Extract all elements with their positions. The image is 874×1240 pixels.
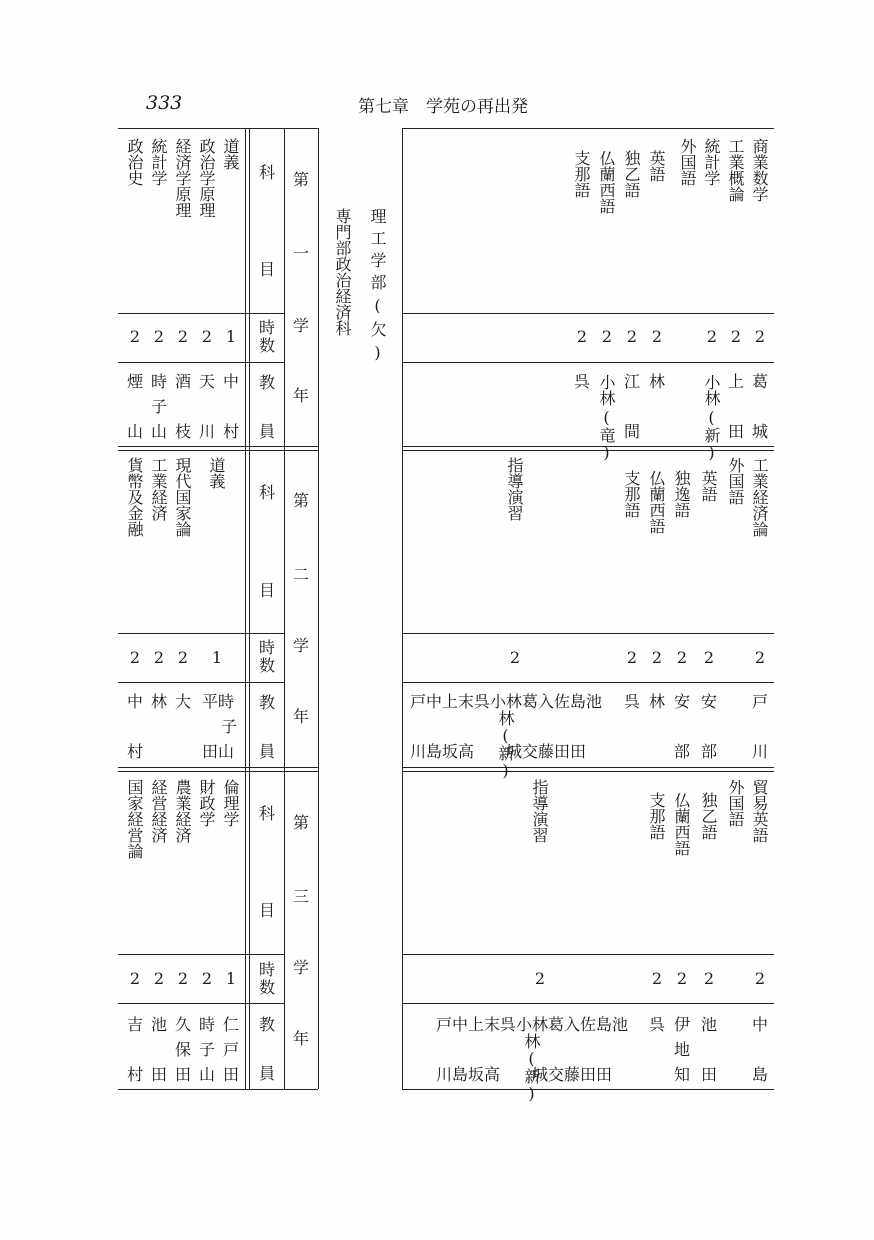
- subject-cell: 現代国家論: [173, 457, 192, 537]
- subject-cell: 農業経済: [173, 779, 192, 843]
- teacher-cell: 田: [174, 1065, 191, 1084]
- label-hours: 数: [258, 656, 275, 675]
- year1-label: 学: [292, 316, 309, 335]
- teacher-cell: 戸: [751, 692, 768, 711]
- teacher-cell: 川: [751, 742, 768, 761]
- label-subject: 目: [258, 901, 275, 920]
- column-divider: [284, 128, 285, 1089]
- subject-cell: 政治史: [125, 138, 144, 186]
- label-teacher: 教: [258, 1015, 275, 1034]
- senmon-dept-title: 専門部政治経済科: [333, 208, 352, 336]
- hours-cell: 2: [201, 327, 213, 346]
- teacher-cell: 仁: [222, 1015, 239, 1034]
- hours-cell: 2: [730, 327, 742, 346]
- page-number: 333: [146, 92, 183, 114]
- hours-cell: 2: [676, 648, 688, 667]
- teacher-cell: 酒: [174, 372, 191, 391]
- teacher-group-cell: 川島坂高 城交藤田田: [410, 742, 587, 761]
- hours-cell: 2: [754, 327, 766, 346]
- right-table-bottom-rule: [402, 1089, 774, 1090]
- subject-cell: 指導演習: [530, 779, 549, 843]
- table-edge: [318, 128, 319, 1089]
- hours-cell: 2: [153, 648, 165, 667]
- teacher-cell: 田: [150, 1065, 167, 1084]
- hours-cell: 2: [177, 648, 189, 667]
- subject-cell: 経営経済: [149, 779, 168, 843]
- teacher-cell: 川: [198, 422, 215, 441]
- year3-label: 第: [292, 813, 309, 832]
- subject-cell: 独乙語: [699, 792, 718, 840]
- teacher-cell: 中: [126, 692, 143, 711]
- subject-cell: 政治学原理: [197, 138, 216, 218]
- table-edge: [402, 128, 403, 1089]
- label-teacher: 教: [258, 373, 275, 392]
- teacher-cell: 田: [222, 1065, 239, 1084]
- rule: [402, 1003, 774, 1004]
- teacher-cell: 保: [174, 1040, 191, 1059]
- hours-cell: 2: [177, 969, 189, 988]
- subject-cell: 工業概論: [726, 138, 745, 202]
- year3-label: 年: [292, 1029, 309, 1048]
- rule: [118, 954, 284, 955]
- year-divider: [402, 767, 774, 772]
- teacher-cell: 部: [673, 742, 690, 761]
- label-teacher: 教: [258, 693, 275, 712]
- subject-cell: 指導演習: [505, 457, 524, 521]
- year1-label: 一: [292, 244, 309, 263]
- label-teacher: 員: [258, 1064, 275, 1083]
- hours-cell: 2: [754, 648, 766, 667]
- subject-cell: 工業経済論: [750, 457, 769, 537]
- rule: [118, 1003, 284, 1004]
- subject-cell: 道義: [207, 457, 226, 489]
- teacher-cell: 田: [727, 422, 744, 441]
- subject-cell: 仏蘭西語: [672, 792, 691, 856]
- teacher-cell: 天: [198, 372, 215, 391]
- teacher-cell: 間: [623, 422, 640, 441]
- label-hours: 数: [258, 978, 275, 997]
- rule: [402, 362, 774, 363]
- hours-cell: 2: [129, 327, 141, 346]
- subject-cell: 独逸語: [672, 470, 691, 518]
- year2-label: 学: [292, 636, 309, 655]
- right-table-top-rule: [402, 128, 774, 129]
- rule: [118, 682, 284, 683]
- rule: [118, 362, 284, 363]
- hours-cell: 2: [129, 648, 141, 667]
- teacher-cell: 部: [700, 742, 717, 761]
- column-divider: [245, 128, 250, 1089]
- hours-cell: 2: [177, 327, 189, 346]
- rule: [402, 682, 774, 683]
- teacher-cell: 枝: [174, 422, 191, 441]
- rule: [402, 313, 774, 314]
- year1-label: 年: [292, 386, 309, 405]
- hours-cell: 2: [651, 969, 663, 988]
- teacher-cell: 呉: [623, 692, 640, 711]
- subject-cell: 外国語: [726, 779, 745, 827]
- year2-label: 第: [292, 491, 309, 510]
- year3-label: 三: [292, 887, 309, 906]
- teacher-cell: 池: [150, 1015, 167, 1034]
- subject-cell: 財政学: [197, 779, 216, 827]
- chapter-title: 第七章 学苑の再出発: [358, 97, 528, 117]
- subject-cell: 経済学原理: [173, 138, 192, 218]
- subject-cell: 統計学: [702, 138, 721, 186]
- hours-cell: 1: [225, 969, 237, 988]
- teacher-cell: 煙: [126, 372, 143, 391]
- year3-label: 学: [292, 958, 309, 977]
- subject-cell: 支那語: [647, 792, 666, 840]
- rule: [402, 633, 774, 634]
- subject-cell: 道義: [221, 138, 240, 170]
- label-subject: 科: [258, 804, 275, 823]
- hours-cell: 2: [651, 327, 663, 346]
- label-hours: 時: [258, 638, 275, 657]
- teacher-cell: 安: [700, 692, 717, 711]
- subject-cell: 英語: [699, 470, 718, 502]
- teacher-cell: 林: [648, 372, 665, 391]
- label-subject: 目: [258, 581, 275, 600]
- teacher-cell: 子: [198, 1040, 215, 1059]
- hours-cell: 2: [626, 648, 638, 667]
- teacher-cell: 林: [150, 692, 167, 711]
- teacher-cell: 山: [126, 422, 143, 441]
- teacher-cell: 山: [150, 422, 167, 441]
- teacher-cell: 時: [198, 1015, 215, 1034]
- teacher-cell: 島: [751, 1065, 768, 1084]
- teacher-cell: 村: [222, 422, 239, 441]
- subject-cell: 貨幣及金融: [125, 457, 144, 537]
- teacher-cell: 江: [623, 372, 640, 391]
- subject-cell: 支那語: [572, 150, 591, 198]
- rule: [402, 954, 774, 955]
- rule: [118, 633, 284, 634]
- teacher-cell: 林(新): [496, 710, 515, 780]
- hours-cell: 2: [201, 969, 213, 988]
- teacher-cell: 林: [648, 692, 665, 711]
- teacher-cell: 知: [673, 1065, 690, 1084]
- label-teacher: 員: [258, 422, 275, 441]
- subject-cell: 商業数学: [750, 138, 769, 202]
- hours-cell: 2: [651, 648, 663, 667]
- teacher-cell: 上: [727, 372, 744, 391]
- teacher-cell: 平時: [201, 692, 234, 711]
- hours-cell: 2: [576, 327, 588, 346]
- label-hours: 数: [258, 336, 275, 355]
- teacher-cell: 池: [700, 1015, 717, 1034]
- subject-cell: 倫理学: [221, 779, 240, 827]
- hours-cell: 1: [211, 648, 223, 667]
- teacher-cell: 大: [174, 692, 191, 711]
- teacher-cell: 呉: [648, 1015, 665, 1034]
- hours-cell: 2: [703, 648, 715, 667]
- subject-cell: 支那語: [622, 470, 641, 518]
- hours-cell: 2: [706, 327, 718, 346]
- label-hours: 時: [258, 318, 275, 337]
- teacher-cell: 中: [222, 372, 239, 391]
- subject-cell: 工業経済: [149, 457, 168, 521]
- hours-cell: 2: [626, 327, 638, 346]
- hours-cell: 1: [225, 327, 237, 346]
- rikou-faculty-title: 理工学部(欠): [368, 208, 387, 368]
- teacher-cell: (竜): [597, 408, 616, 462]
- subject-cell: 統計学: [149, 138, 168, 186]
- teacher-cell: 子: [220, 717, 237, 736]
- subject-cell: 貿易英語: [750, 779, 769, 843]
- teacher-cell: 小林: [702, 374, 721, 406]
- label-subject: 科: [258, 483, 275, 502]
- subject-cell: 仏蘭西語: [647, 470, 666, 534]
- teacher-cell: 山: [198, 1065, 215, 1084]
- teacher-cell: 吉: [126, 1015, 143, 1034]
- year2-label: 年: [292, 707, 309, 726]
- teacher-group-cell: 戸中上末呉小林葛入佐島池: [410, 692, 603, 711]
- left-table-top-rule: [118, 128, 318, 129]
- hours-cell: 2: [153, 969, 165, 988]
- subject-cell: 外国語: [726, 457, 745, 505]
- left-table-bottom-rule: [118, 1089, 318, 1090]
- teacher-group-cell: 川島坂高 城交藤田田: [436, 1065, 613, 1084]
- label-teacher: 員: [258, 742, 275, 761]
- teacher-cell: 子: [150, 397, 167, 416]
- label-subject: 目: [258, 260, 275, 279]
- year1-label: 第: [292, 170, 309, 189]
- teacher-cell: 中: [751, 1015, 768, 1034]
- rule: [118, 313, 284, 314]
- label-subject: 科: [258, 163, 275, 182]
- hours-cell: 2: [153, 327, 165, 346]
- year-divider: [118, 767, 318, 772]
- teacher-cell: 呉: [573, 372, 590, 391]
- teacher-cell: 葛: [751, 372, 768, 391]
- hours-cell: 2: [534, 969, 546, 988]
- teacher-cell: 小林: [597, 374, 616, 406]
- year-divider: [118, 446, 318, 451]
- hours-cell: 2: [601, 327, 613, 346]
- teacher-cell: 田山: [201, 742, 234, 761]
- teacher-cell: 田: [700, 1065, 717, 1084]
- subject-cell: 国家経営論: [125, 779, 144, 859]
- subject-cell: 英語: [647, 150, 666, 182]
- teacher-cell: 村: [126, 742, 143, 761]
- hours-cell: 2: [509, 648, 521, 667]
- teacher-cell: 久: [174, 1015, 191, 1034]
- teacher-group-cell: 戸中上末呉小林葛入佐島池: [436, 1015, 629, 1034]
- teacher-cell: 戸: [222, 1040, 239, 1059]
- teacher-cell: 安: [673, 692, 690, 711]
- teacher-cell: 城: [751, 422, 768, 441]
- teacher-cell: 地: [673, 1040, 690, 1059]
- subject-cell: 仏蘭西語: [597, 150, 616, 214]
- teacher-cell: (新): [702, 408, 721, 462]
- teacher-cell: 時: [150, 372, 167, 391]
- teacher-cell: 村: [126, 1065, 143, 1084]
- hours-cell: 2: [703, 969, 715, 988]
- hours-cell: 2: [754, 969, 766, 988]
- hours-cell: 2: [676, 969, 688, 988]
- teacher-cell: 林(新): [522, 1033, 541, 1103]
- label-hours: 時: [258, 960, 275, 979]
- hours-cell: 2: [129, 969, 141, 988]
- subject-cell: 外国語: [678, 138, 697, 186]
- year2-label: 二: [292, 565, 309, 584]
- teacher-cell: 伊: [673, 1015, 690, 1034]
- subject-cell: 独乙語: [622, 150, 641, 198]
